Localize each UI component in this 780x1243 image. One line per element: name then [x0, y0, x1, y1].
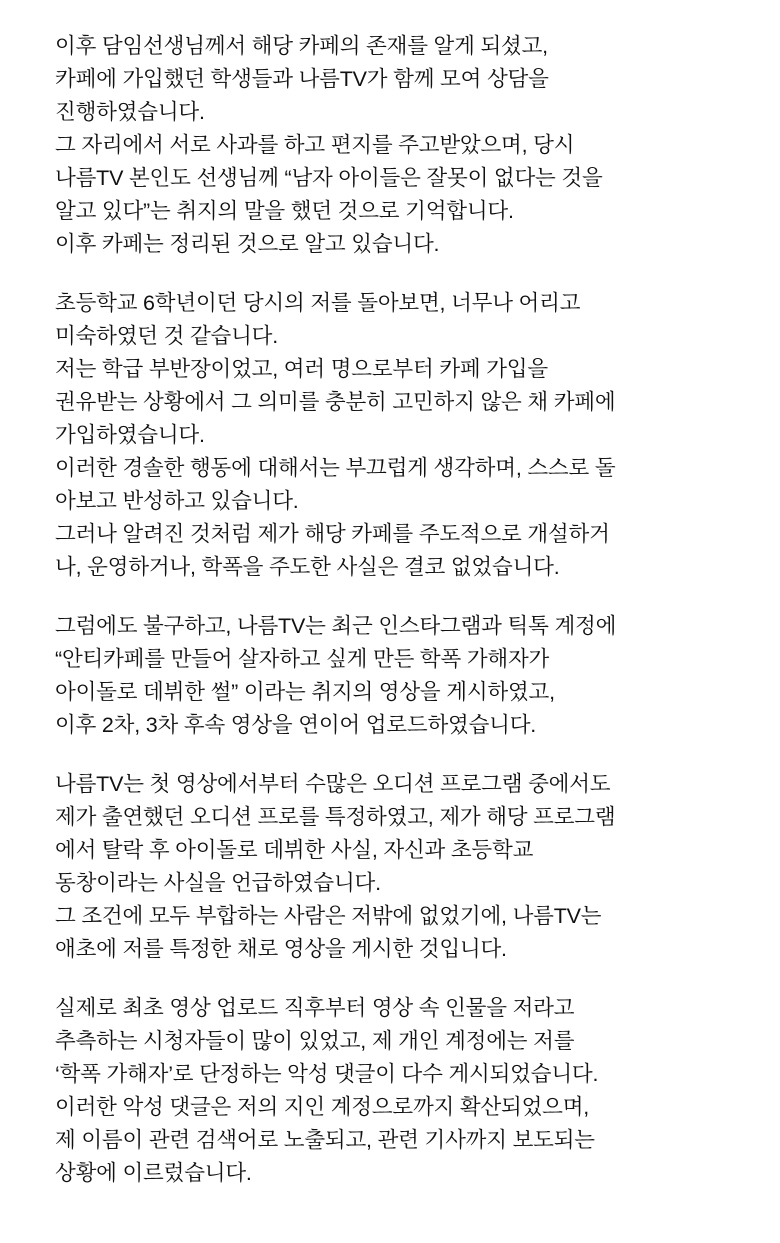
text-line: 실제로 최초 영상 업로드 직후부터 영상 속 인물을 저라고	[55, 996, 575, 1020]
text-line: 권유받는 상황에서 그 의미를 충분히 고민하지 않은 채 카페에	[55, 390, 616, 414]
paragraph-5	[55, 992, 740, 1190]
text-line: ‘학폭 가해자’로 단정하는 악성 댓글이 다수 게시되었습니다.	[55, 1062, 599, 1086]
text-line: 제가 출연했던 오디션 프로를 특정하였고, 제가 해당 프로그램	[55, 805, 616, 829]
text-line: 애초에 저를 특정한 채로 영상을 게시한 것입니다.	[55, 937, 507, 961]
text-line: 나름TV는 첫 영상에서부터 수많은 오디션 프로그램 중에서도	[55, 772, 611, 796]
text-line: 에서 탈락 후 아이돌로 데뷔한 사실, 자신과 초등학교	[55, 838, 534, 862]
text-line: 아이돌로 데뷔한 썰” 이라는 취지의 영상을 게시하였고,	[55, 680, 555, 704]
text-line: 이러한 악성 댓글은 저의 지인 계정으로까지 확산되었으며,	[55, 1095, 590, 1119]
text-line: 추측하는 시청자들이 많이 있었고, 제 개인 계정에는 저를	[55, 1029, 575, 1053]
text-line: 아보고 반성하고 있습니다.	[55, 489, 299, 513]
text-line: 가입하였습니다.	[55, 423, 205, 447]
text-line: 이후 2차, 3차 후속 영상을 연이어 업로드하였습니다.	[55, 713, 537, 737]
text-line: 미숙하였던 것 같습니다.	[55, 324, 279, 348]
paragraph-1	[55, 30, 740, 261]
text-line: 초등학교 6학년이던 당시의 저를 돌아보면, 너무나 어리고	[55, 291, 581, 315]
text-line: 이러한 경솔한 행동에 대해서는 부끄럽게 생각하며, 스스로 돌	[55, 456, 616, 480]
text-line: 이후 담임선생님께서 해당 카페의 존재를 알게 되셨고,	[55, 34, 548, 58]
text-line: 그러나 알려진 것처럼 제가 해당 카페를 주도적으로 개설하거	[55, 522, 610, 546]
paragraph-3	[55, 610, 740, 742]
text-line: 카페에 가입했던 학생들과 나름TV가 함께 모여 상담을	[55, 67, 549, 91]
text-line: 나름TV 본인도 선생님께 “남자 아이들은 잘못이 없다는 것을	[55, 166, 603, 190]
text-line: 알고 있다”는 취지의 말을 했던 것으로 기억합니다.	[55, 199, 514, 223]
paragraph-2	[55, 287, 740, 584]
text-line: 이후 카페는 정리된 것으로 알고 있습니다.	[55, 232, 440, 256]
text-line: 그 조건에 모두 부합하는 사람은 저밖에 없었기에, 나름TV는	[55, 904, 602, 928]
text-line: 제 이름이 관련 검색어로 노출되고, 관련 기사까지 보도되는	[55, 1128, 595, 1152]
text-line: 저는 학급 부반장이었고, 여러 명으로부터 카페 가입을	[55, 357, 548, 381]
text-line: 진행하였습니다.	[55, 100, 205, 124]
text-line: 그 자리에서 서로 사과를 하고 편지를 주고받았으며, 당시	[55, 133, 575, 157]
text-line: 나, 운영하거나, 학폭을 주도한 사실은 결코 없었습니다.	[55, 555, 560, 579]
paragraph-4	[55, 768, 740, 966]
text-line: “안티카페를 만들어 살자하고 싶게 만든 학폭 가해자가	[55, 647, 550, 671]
text-line: 상황에 이르렀습니다.	[55, 1161, 252, 1185]
text-line: 그럼에도 불구하고, 나름TV는 최근 인스타그램과 틱톡 계정에	[55, 614, 617, 638]
text-line: 동창이라는 사실을 언급하였습니다.	[55, 871, 381, 895]
